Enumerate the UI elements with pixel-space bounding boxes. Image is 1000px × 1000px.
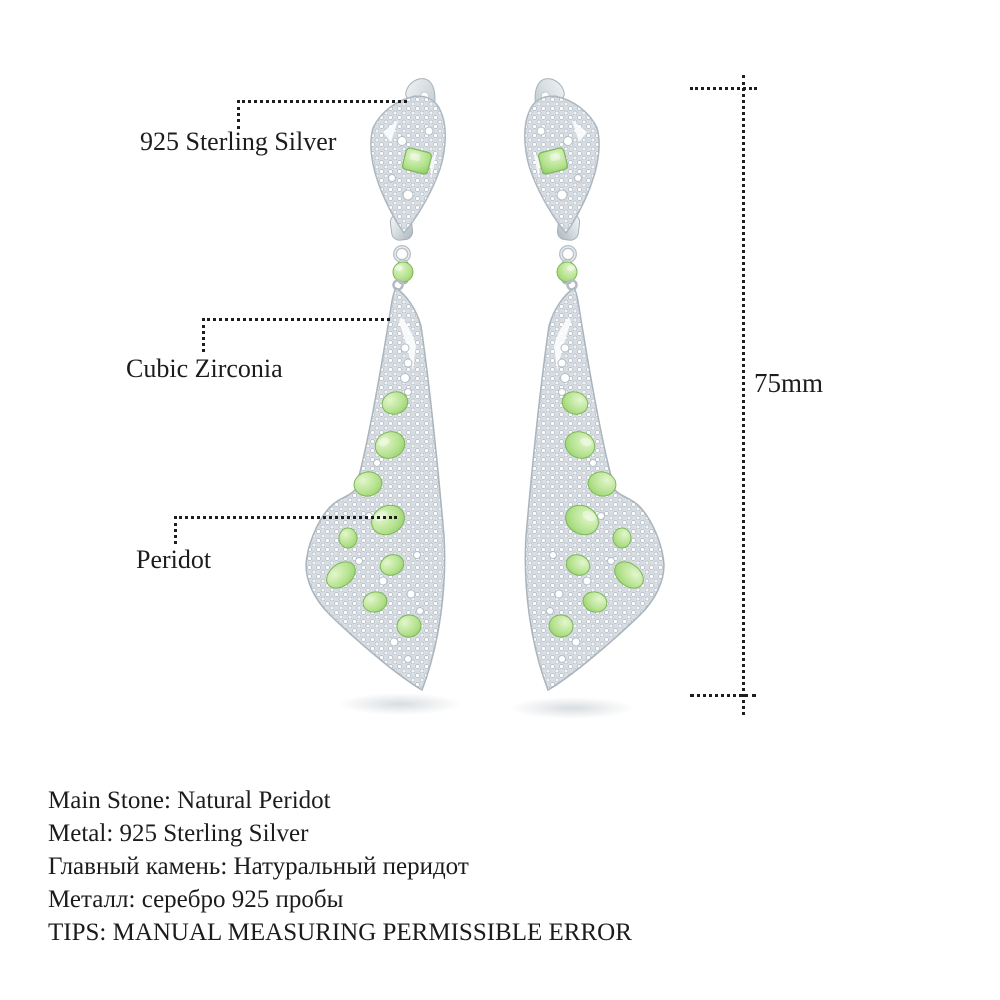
dimension-tick-bottom — [690, 694, 756, 697]
dimension-tick-top — [690, 87, 757, 90]
callout-label-peridot: Peridot — [136, 545, 212, 574]
callout-line-horizontal — [237, 100, 407, 103]
callout-line-horizontal — [202, 318, 390, 321]
product-specs — [48, 784, 632, 949]
spec-main-stone: Main Stone: Natural Peridot — [48, 787, 331, 814]
right-earring-shadow — [510, 697, 634, 719]
spec-tips: TIPS: MANUAL MEASURING PERMISSIBLE ERROR — [48, 919, 632, 946]
callout-line-vertical — [237, 100, 240, 129]
callout-line-vertical — [202, 318, 205, 352]
left-earring — [306, 79, 445, 690]
callout-label-sterling-silver: 925 Sterling Silver — [140, 127, 337, 156]
spec-metal-ru: Металл: серебро 925 пробы — [48, 886, 344, 913]
callout-label-cubic-zirconia: Cubic Zirconia — [126, 354, 283, 383]
spec-metal: Metal: 925 Sterling Silver — [48, 820, 309, 847]
dimension-label: 75mm — [754, 368, 824, 398]
right-earring — [525, 79, 664, 690]
left-earring-shadow — [338, 693, 462, 715]
spec-main-stone-ru: Главный камень: Натуральный перидот — [48, 853, 469, 880]
dimension-line — [742, 75, 745, 715]
callout-line-vertical — [174, 516, 177, 544]
callout-line-horizontal — [174, 516, 397, 519]
